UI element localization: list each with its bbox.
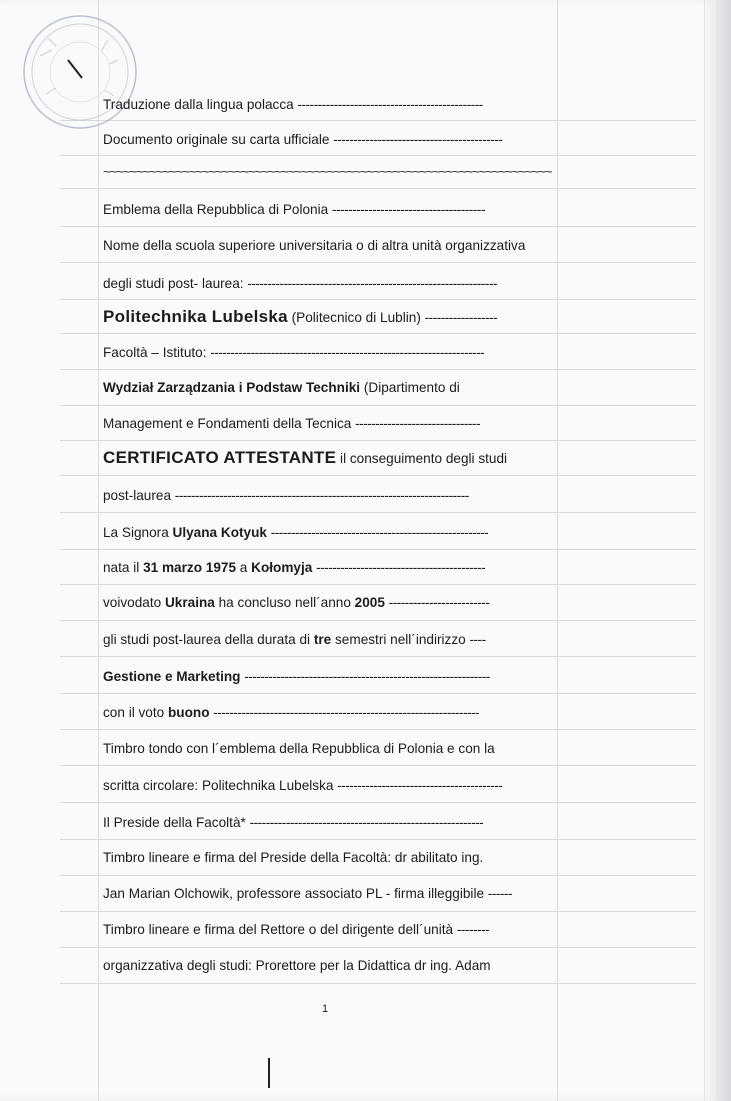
- line-text: Traduzione dalla lingua polacca: [103, 97, 298, 112]
- dash-filler: --------------------------------------: [331, 202, 485, 217]
- dash-filler: ------------------------------------------------------: [270, 525, 489, 540]
- ruled-line: [60, 299, 696, 300]
- dash-filler: ------------------: [424, 310, 498, 325]
- line-text: tre: [313, 632, 332, 647]
- document-line: [103, 449, 558, 468]
- document-line: [103, 668, 558, 686]
- dash-filler: --------------------------------------------------------------------: [210, 345, 485, 360]
- line-text: buono: [167, 705, 210, 720]
- round-stamp-icon: [18, 10, 142, 134]
- document-line: [103, 275, 558, 293]
- dash-filler: -----------------------------------------: [337, 778, 503, 793]
- pen-mark: [268, 1058, 270, 1088]
- document-line: [103, 379, 558, 397]
- document-line: [103, 631, 558, 649]
- dash-filler: ------------------------------------------: [333, 132, 503, 147]
- document-line: [103, 201, 558, 219]
- line-text: Kołomyja: [251, 560, 313, 575]
- line-text: degli studi post- laurea:: [103, 276, 248, 291]
- ruled-line: [60, 405, 696, 406]
- line-text: Management e Fondamenti della Tecnica: [103, 416, 356, 431]
- ruled-line: [60, 656, 696, 657]
- dash-filler: ------------------------------------------: [316, 560, 486, 575]
- ruled-line: [60, 369, 696, 370]
- dash-filler: ----------------------------------------------------------: [249, 815, 484, 830]
- line-text: nata il: [103, 560, 144, 575]
- ruled-line: [60, 333, 696, 334]
- line-text: 2005: [354, 595, 385, 610]
- dash-filler: --------: [456, 922, 490, 937]
- document-line: [103, 344, 558, 362]
- line-text: La Signora: [103, 525, 173, 540]
- line-text: gli studi post-laurea della durata di: [103, 632, 314, 647]
- ruled-line: [60, 262, 696, 263]
- ruled-line: [60, 584, 696, 585]
- dash-filler: ----------------------------------------------: [297, 97, 483, 112]
- line-text: post-laurea: [103, 488, 175, 503]
- line-text: Timbro lineare e firma del Preside della Facoltà: dr abilitato ing.: [103, 850, 484, 865]
- line-text: 31 marzo 1975: [143, 560, 237, 575]
- dash-filler: -------------------------------------------------------------: [244, 669, 490, 684]
- line-text: Documento originale su carta ufficiale: [103, 132, 334, 147]
- document-line: [103, 487, 558, 505]
- line-text: Emblema della Repubblica di Polonia: [103, 202, 332, 217]
- ruled-line: [60, 188, 696, 189]
- ruled-line: [60, 120, 696, 121]
- document-line: [103, 885, 558, 903]
- line-text: Jan Marian Olchowik, professore associato PL - firma illeggibile: [103, 886, 488, 901]
- line-text: Facoltà – Istituto:: [103, 345, 211, 360]
- line-text: Politechnika Lubelska: [103, 308, 288, 326]
- line-text: (Dipartimento di: [360, 380, 460, 395]
- line-text: Timbro lineare e firma del Rettore o del dirigente dell´unità: [103, 922, 457, 937]
- document-line: [103, 704, 558, 722]
- document-line: [103, 957, 558, 975]
- document-line: [103, 849, 558, 867]
- line-text: ha concluso nell´anno: [214, 595, 355, 610]
- ruled-line: [60, 475, 696, 476]
- line-text: CERTIFICATO ATTESTANTE: [103, 449, 337, 467]
- document-line: [103, 740, 558, 758]
- dash-filler: ------------------------------------------------------------------: [213, 705, 480, 720]
- document-line: [103, 163, 558, 181]
- line-text: Ulyana Kotyuk: [172, 525, 267, 540]
- document-line: [103, 308, 558, 327]
- document-line: [103, 921, 558, 939]
- document-line: [103, 524, 558, 542]
- paper-edge: [716, 0, 731, 1101]
- ruled-line: [60, 693, 696, 694]
- ruled-line: [60, 983, 696, 984]
- ruled-line: [60, 875, 696, 876]
- document-line: [103, 594, 558, 612]
- line-text: semestri nell´indirizzo: [331, 632, 470, 647]
- line-text: voivodato: [103, 595, 165, 610]
- ruled-line: [60, 947, 696, 948]
- line-text: (Politecnico di Lublin): [287, 310, 425, 325]
- ruled-line: [60, 549, 696, 550]
- ruled-line: [60, 226, 696, 227]
- tilde-separator: ~~~~~~~~~~~~~~~~~~~~~~~~~~~~~~~~~~~~~~~~~~~~~~~~~~~~~~~~~~~~~~~~~~~~: [103, 164, 552, 179]
- ruled-line: [60, 512, 696, 513]
- line-text: Wydział Zarządzania i Podstaw Techniki: [103, 380, 361, 395]
- document-line: [103, 131, 558, 149]
- line-text: con il voto: [103, 705, 168, 720]
- ruled-line: [60, 729, 696, 730]
- line-text: Timbro tondo con l´emblema della Repubblica di Polonia e con la: [103, 741, 495, 756]
- document-line: [103, 777, 558, 795]
- ruled-line: [60, 765, 696, 766]
- margin-line-left: [98, 0, 99, 1101]
- document-line: [103, 237, 558, 255]
- line-text: organizzativa degli studi: Prorettore per la Didattica dr ing. Adam: [103, 958, 491, 973]
- dash-filler: ----: [469, 632, 486, 647]
- line-text: scritta circolare: Politechnika Lubelska: [103, 778, 338, 793]
- document-line: [103, 96, 558, 114]
- dash-filler: ------: [487, 886, 512, 901]
- ruled-line: [60, 802, 696, 803]
- ruled-line: [60, 155, 696, 156]
- line-text: Il Preside della Facoltà*: [103, 815, 250, 830]
- page-edge-line: [704, 0, 705, 1101]
- ruled-line: [60, 440, 696, 441]
- dash-filler: -------------------------------: [355, 416, 480, 431]
- document-line: [103, 415, 558, 433]
- line-text: a: [236, 560, 252, 575]
- document-line: [103, 559, 558, 577]
- line-text: Ukraina: [164, 595, 215, 610]
- line-text: Nome della scuola superiore universitaria o di altra unità organizzativa: [103, 238, 526, 253]
- ruled-line: [60, 839, 696, 840]
- line-text: il conseguimento degli studi: [336, 451, 508, 466]
- page-number: 1: [322, 1003, 329, 1015]
- dash-filler: -------------------------------------------------------------------------: [174, 488, 469, 503]
- document-line: [103, 814, 558, 832]
- ruled-line: [60, 620, 696, 621]
- ruled-line: [60, 911, 696, 912]
- dash-filler: --------------------------------------------------------------: [247, 276, 497, 291]
- dash-filler: -------------------------: [388, 595, 490, 610]
- line-text: Gestione e Marketing: [103, 669, 241, 684]
